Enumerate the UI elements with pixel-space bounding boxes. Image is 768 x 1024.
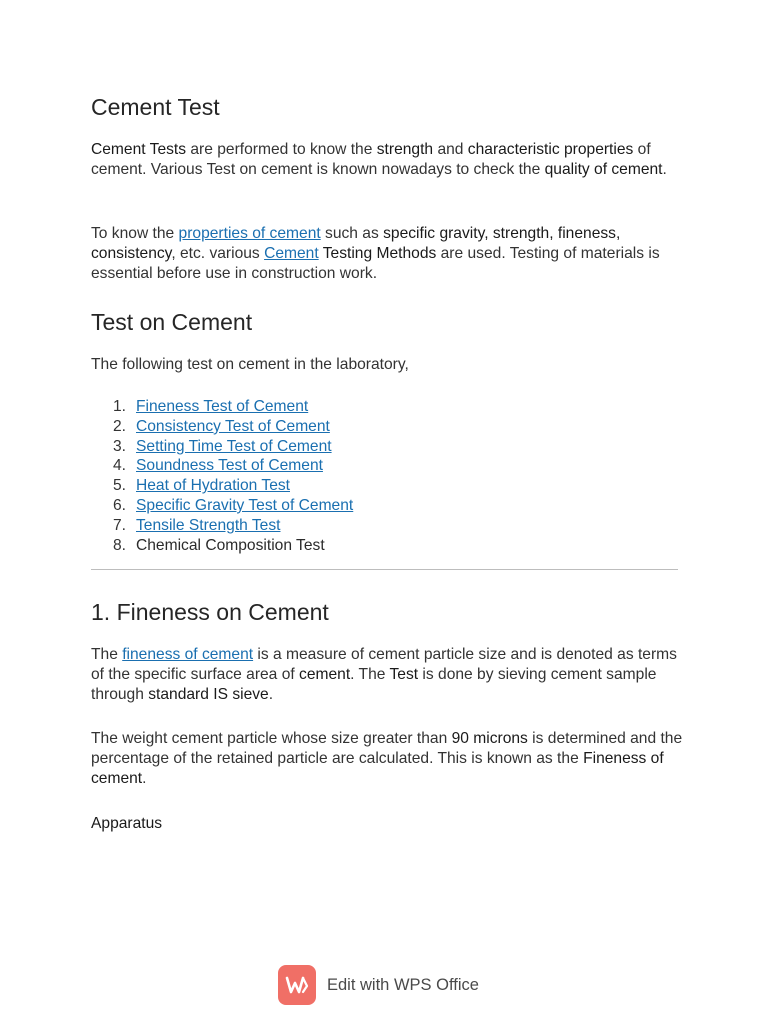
- text: and: [433, 141, 468, 158]
- list-number: 7.: [113, 516, 127, 534]
- text-chemical-composition-test: Chemical Composition Test: [136, 536, 325, 554]
- test-list: [91, 397, 353, 555]
- paragraph-properties: [91, 224, 687, 283]
- text-bold: Cement Tests: [91, 141, 187, 158]
- edit-with-wps-label: Edit with WPS Office: [327, 975, 479, 994]
- link-heat-of-hydration-test[interactable]: Heat of Hydration Test: [136, 477, 290, 495]
- text-bold: standard IS sieve: [148, 685, 269, 703]
- paragraph-apparatus: Apparatus: [91, 815, 163, 832]
- text: . The: [350, 665, 390, 683]
- link-fineness-test[interactable]: Fineness Test of Cement: [136, 398, 309, 415]
- text-bold: specific gravity, strength, fineness, consistency: [91, 225, 621, 262]
- text: are used. Testing of materials is essential before use in construction work.: [91, 244, 660, 282]
- list-number: 1.: [113, 398, 127, 415]
- divider: [91, 569, 678, 570]
- list-item: [91, 516, 353, 536]
- link-specific-gravity-test[interactable]: Specific Gravity Test of Cement: [136, 496, 354, 514]
- text: are performed to know the: [186, 141, 377, 158]
- link-fineness-of-cement[interactable]: fineness of cement: [122, 646, 254, 663]
- edit-with-wps-button[interactable]: [278, 965, 479, 1005]
- text: is determined and the percentage of the retained particle are calculated. This is known as the: [91, 730, 683, 767]
- list-number: 6.: [113, 496, 127, 514]
- text: .: [268, 685, 274, 703]
- text: To know the: [91, 225, 179, 242]
- text-bold: 90 microns: [451, 730, 528, 747]
- heading-test-on-cement: Test on Cement: [91, 309, 253, 335]
- link-cement[interactable]: Cement: [264, 244, 319, 262]
- text-bold: Fineness of cement: [91, 749, 664, 787]
- list-item: [91, 417, 353, 437]
- list-item: [91, 397, 353, 417]
- link-tensile-strength-test[interactable]: Tensile Strength Test: [136, 516, 281, 534]
- text-bold: strength: [376, 141, 434, 158]
- paragraph-fineness: [91, 645, 687, 704]
- text: , etc. various: [171, 244, 265, 262]
- list-number: 3.: [113, 437, 127, 455]
- text: such as: [320, 225, 384, 242]
- text: of cement. Various Test on cement is known nowadays to check the: [91, 141, 651, 178]
- list-number: 2.: [113, 417, 127, 435]
- heading-fineness-on-cement: 1. Fineness on Cement: [91, 599, 329, 625]
- list-number: 5.: [113, 477, 127, 495]
- paragraph-following: The following test on cement in the laboratory,: [91, 356, 409, 373]
- text-bold: Test: [389, 665, 419, 683]
- link-properties-of-cement[interactable]: properties of cement: [178, 225, 321, 242]
- text: is done by sieving cement sample through: [91, 665, 657, 703]
- text-bold: quality of cement: [544, 160, 663, 178]
- list-item: [91, 496, 353, 516]
- link-setting-time-test[interactable]: Setting Time Test of Cement: [136, 437, 332, 455]
- text-bold: characteristic properties: [467, 141, 634, 158]
- text-bold: cement: [299, 665, 351, 683]
- text: The: [91, 646, 123, 663]
- list-item: [91, 437, 353, 457]
- text: .: [142, 769, 147, 787]
- list-item: [91, 476, 353, 496]
- wps-office-icon: [278, 965, 316, 1005]
- text: is a measure of cement particle size and is denoted as terms of the specific surface area of: [91, 646, 677, 683]
- list-item: [91, 536, 353, 556]
- paragraph-intro: [91, 140, 687, 180]
- paragraph-weight: [91, 729, 687, 788]
- text: .: [662, 160, 667, 178]
- text-bold: Testing Methods: [322, 244, 437, 262]
- link-soundness-test[interactable]: Soundness Test of Cement: [136, 457, 323, 475]
- list-item: [91, 456, 353, 476]
- text: The weight cement particle whose size greater than: [91, 730, 452, 747]
- list-number: 4.: [113, 457, 127, 475]
- list-number: 8.: [113, 536, 127, 554]
- link-consistency-test[interactable]: Consistency Test of Cement: [136, 417, 330, 435]
- heading-cement-test: Cement Test: [91, 94, 220, 120]
